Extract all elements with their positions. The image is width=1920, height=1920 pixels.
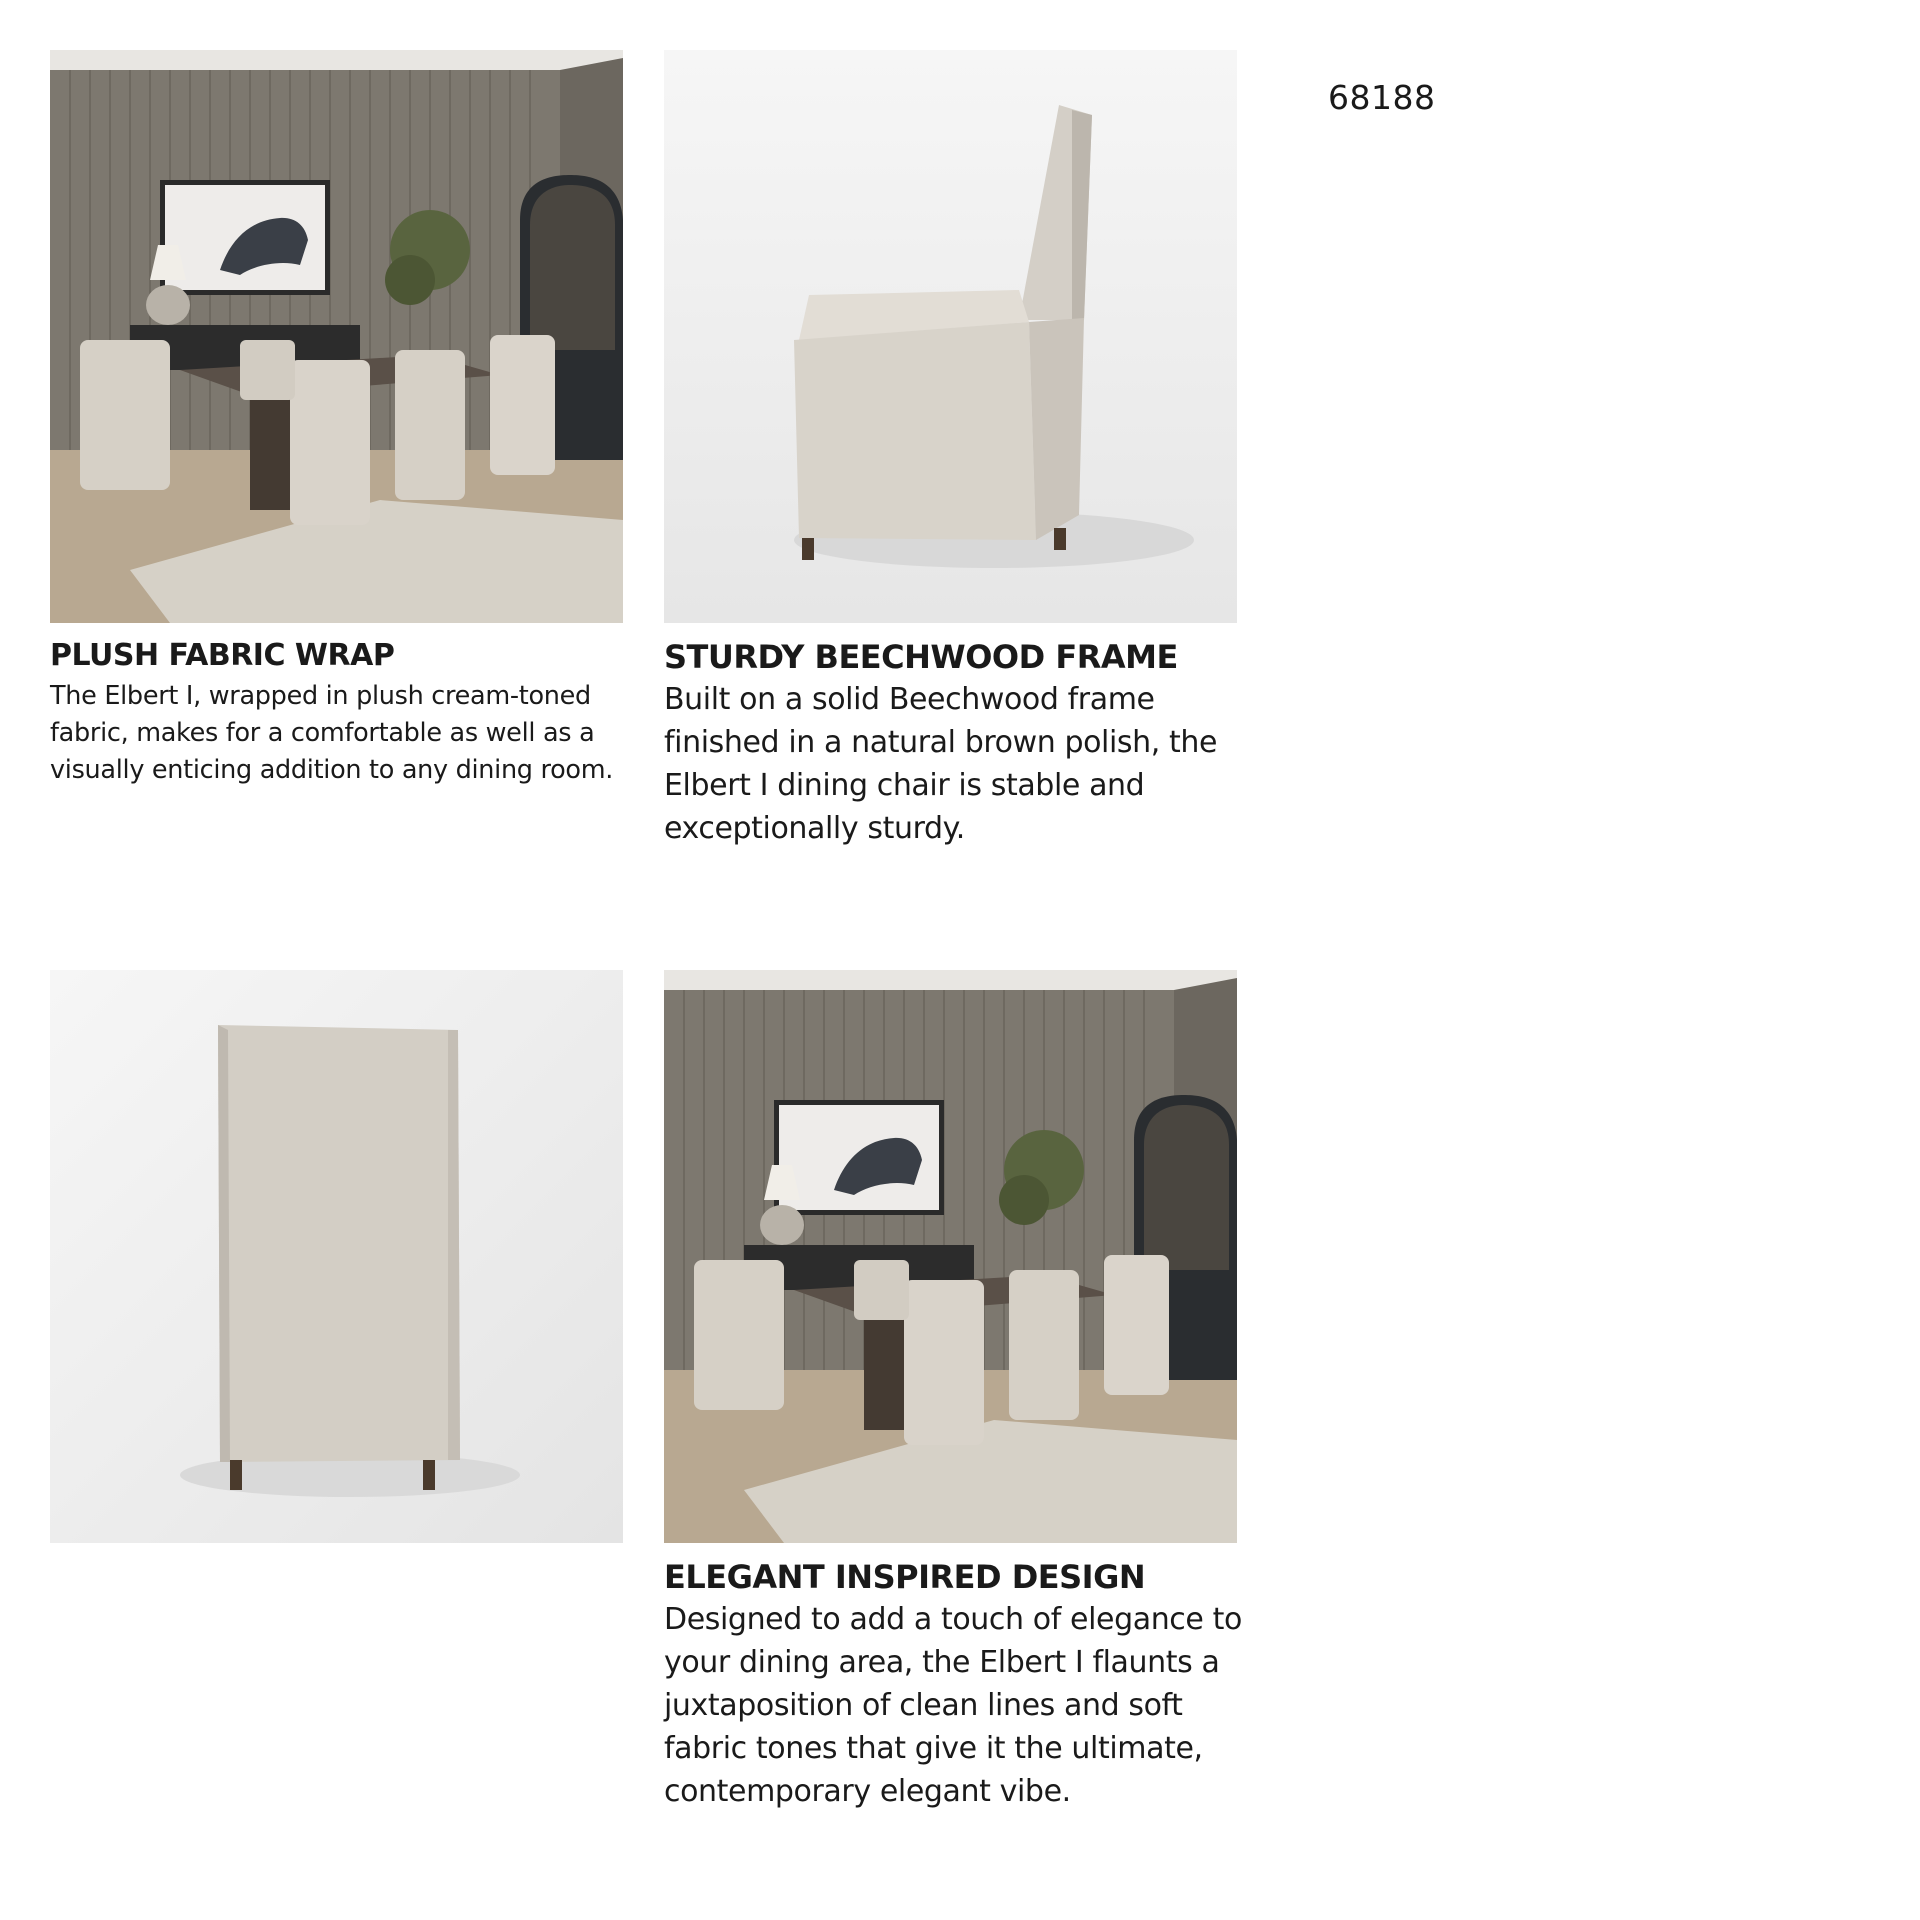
- section-heading-plush-fabric-wrap: PLUSH FABRIC WRAP: [50, 638, 395, 673]
- chair-side-view-photo: [664, 50, 1237, 623]
- dining-room-photo: [50, 50, 623, 623]
- section-heading-sturdy-beechwood-frame: STURDY BEECHWOOD FRAME: [664, 638, 1178, 676]
- section-body-elegant-inspired-design: Designed to add a touch of elegance to your dining area, the Elbert I flaunts a juxtaposition of clean lines and soft fabric tones that give it the ultimate, contemporary elegant vibe.: [664, 1602, 1242, 1809]
- chair-back-view-photo: [50, 970, 623, 1543]
- dining-room-scene-photo: [664, 970, 1237, 1543]
- section-body-plush-fabric-wrap: The Elbert I, wrapped in plush cream-toned fabric, makes for a comfortable as well as a visually enticing addition to any dining room.: [50, 681, 614, 785]
- product-sku: 68188: [1328, 78, 1436, 117]
- section-body-sturdy-beechwood-frame: Built on a solid Beechwood frame finished in a natural brown polish, the Elbert I dining chair is stable and exceptionally sturdy.: [664, 682, 1218, 846]
- section-heading-elegant-inspired-design: ELEGANT INSPIRED DESIGN: [664, 1558, 1146, 1596]
